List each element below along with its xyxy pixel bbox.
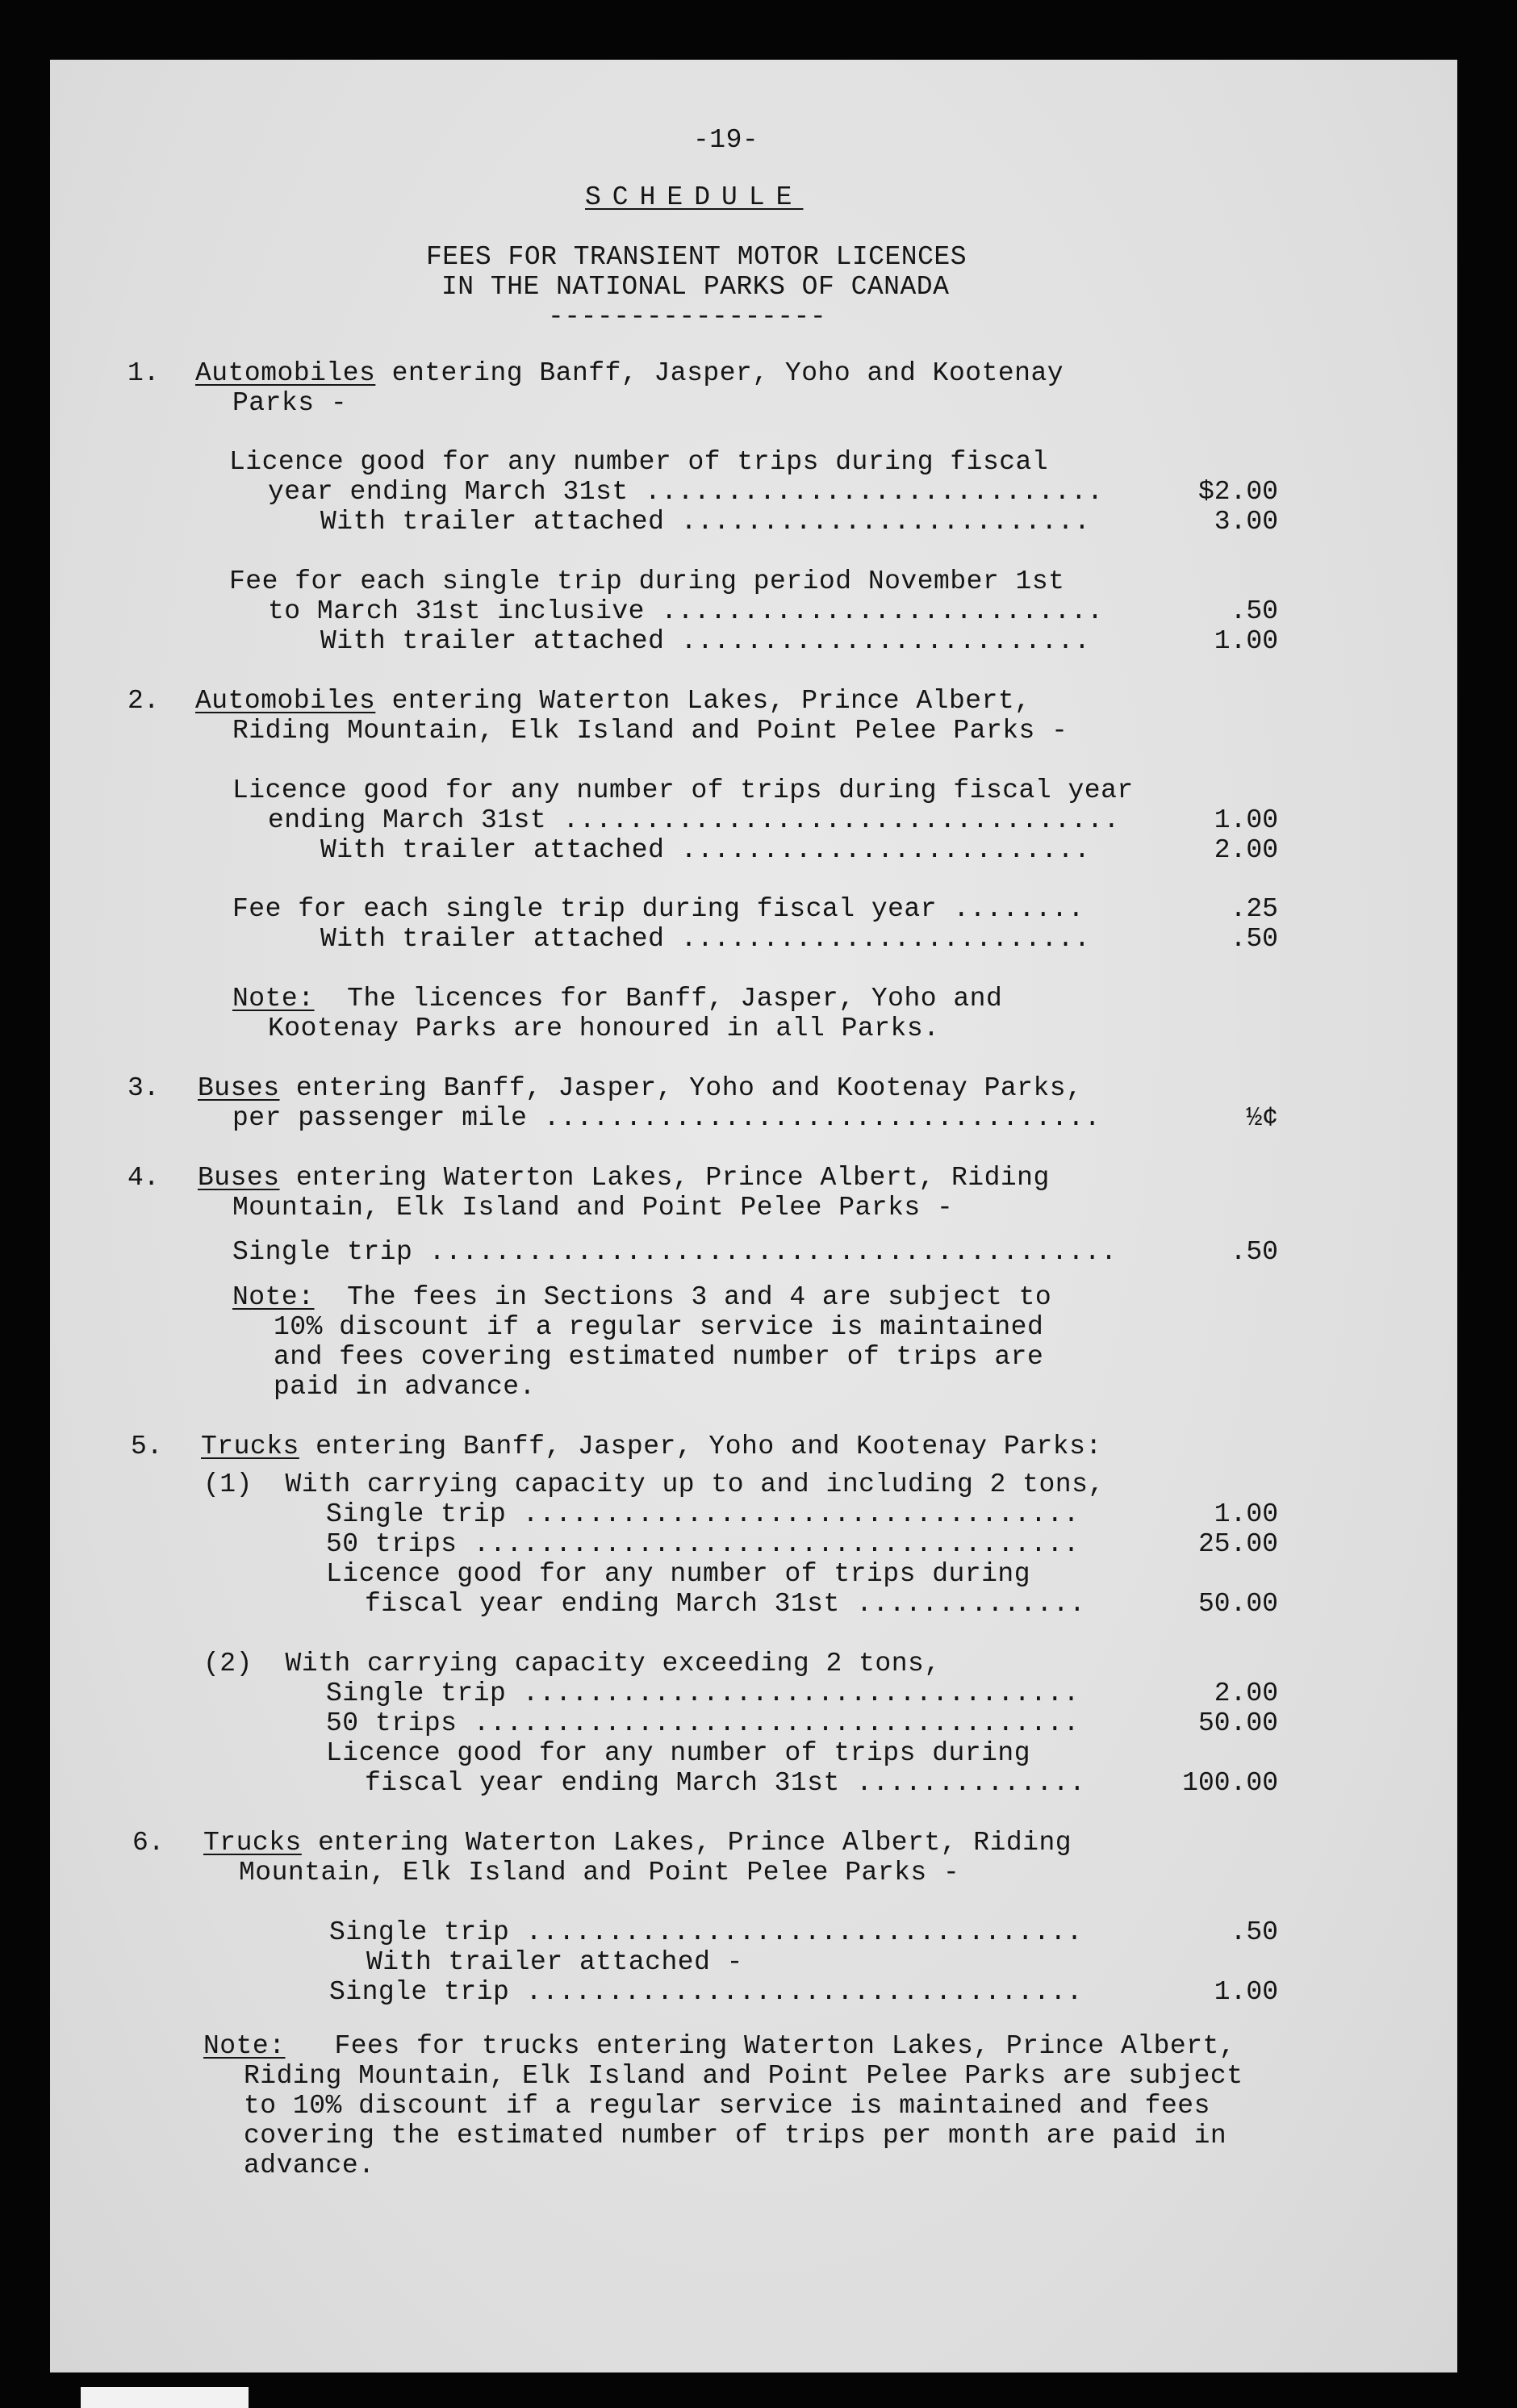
section-4-note	[232, 1282, 1051, 1312]
section-3-term: Buses	[198, 1073, 280, 1103]
section-5-part-1-fifty-fee: 25.00	[1197, 1529, 1278, 1559]
document-page	[50, 60, 1457, 2372]
section-2-licence-fee: 1.00	[1214, 805, 1278, 835]
section-5-part-1-licence-2: fiscal year ending March 31st ..............	[365, 1589, 1086, 1619]
section-4-note-text: The fees in Sections 3 and 4 are subject to	[314, 1282, 1052, 1312]
title-line-1: FEES FOR TRANSIENT MOTOR LICENCES	[426, 242, 967, 272]
section-5-part-1-licence-fee: 50.00	[1197, 1589, 1278, 1619]
section-5-part-2: (2) With carrying capacity exceeding 2 tons,	[203, 1649, 941, 1678]
section-2-number: 2.	[127, 686, 160, 716]
section-4-heading-cont: Mountain, Elk Island and Point Pelee Parks -	[232, 1193, 954, 1223]
section-2-note-label: Note:	[232, 984, 315, 1014]
section-4-note-label: Note:	[232, 1282, 315, 1312]
final-note-label: Note:	[203, 2031, 286, 2061]
section-6-trailer-single-trip-fee: 1.00	[1214, 1977, 1278, 2007]
section-5-part-1-single: Single trip ..................................	[326, 1499, 1080, 1529]
section-5-part-1-single-fee: 1.00	[1214, 1499, 1278, 1529]
section-3-heading	[198, 1073, 1082, 1103]
section-5-part-2-fifty: 50 trips .....................................	[326, 1708, 1080, 1738]
section-5-number: 5.	[131, 1432, 163, 1461]
section-1-licence-line-2: year ending March 31st ............................	[268, 477, 1104, 507]
section-2-note	[232, 984, 1002, 1014]
section-2-licence-line-1: Licence good for any number of trips during fiscal year	[232, 775, 1134, 805]
section-1-term: Automobiles	[195, 358, 376, 388]
section-3-number: 3.	[127, 1073, 160, 1103]
section-4-term: Buses	[198, 1163, 280, 1193]
final-note-line-4: covering the estimated number of trips per month are paid in	[244, 2121, 1227, 2151]
section-2-heading-rest: entering Waterton Lakes, Prince Albert,	[375, 686, 1031, 716]
section-6-trailer-single-trip: Single trip ..................................	[329, 1977, 1083, 2007]
section-5-heading-rest: entering Banff, Jasper, Yoho and Kootenay Parks:	[299, 1432, 1102, 1461]
section-2-term: Automobiles	[195, 686, 376, 716]
section-5-part-2-fifty-fee: 50.00	[1197, 1708, 1278, 1738]
section-4-single-trip-fee: .50	[1230, 1237, 1278, 1267]
section-1-licence-trailer-fee: 3.00	[1214, 507, 1278, 537]
section-2-trip-trailer: With trailer attached .........................	[320, 924, 1091, 954]
title-rule: -----------------	[548, 302, 827, 332]
section-5-term: Trucks	[201, 1432, 299, 1461]
section-1-trip-trailer: With trailer attached .........................	[320, 626, 1091, 656]
section-6-number: 6.	[132, 1828, 165, 1858]
section-2-heading	[195, 686, 1030, 716]
section-6-single-trip-fee: .50	[1230, 1917, 1278, 1947]
schedule-heading: SCHEDULE	[585, 182, 804, 212]
section-2-licence-trailer: With trailer attached .........................	[320, 835, 1091, 865]
section-4-note-line-3: and fees covering estimated number of trips are	[274, 1342, 1044, 1372]
section-6-heading-rest: entering Waterton Lakes, Prince Albert, Riding	[301, 1828, 1072, 1858]
section-2-heading-cont: Riding Mountain, Elk Island and Point Pelee Parks -	[232, 716, 1068, 746]
section-2-trip-fee: .25	[1230, 894, 1278, 924]
section-3-heading-rest: entering Banff, Jasper, Yoho and Kootenay Parks,	[279, 1073, 1083, 1103]
section-4-heading	[198, 1163, 1050, 1193]
section-6-heading-cont: Mountain, Elk Island and Point Pelee Parks -	[239, 1858, 960, 1888]
section-3-rate: ½¢	[1246, 1103, 1278, 1133]
section-2-note-cont: Kootenay Parks are honoured in all Parks.	[268, 1014, 940, 1043]
section-6-heading	[203, 1828, 1072, 1858]
section-2-licence-line-2: ending March 31st ..................................	[268, 805, 1120, 835]
section-2-trip-trailer-fee: .50	[1230, 924, 1278, 954]
section-5-part-2-licence-1: Licence good for any number of trips during	[326, 1738, 1031, 1768]
section-1-trip-line-2: to March 31st inclusive ...........................	[268, 596, 1104, 626]
section-1-trip-line-1: Fee for each single trip during period November 1st	[229, 566, 1065, 596]
section-6-term: Trucks	[203, 1828, 302, 1858]
final-note	[203, 2031, 1235, 2061]
section-2-note-text: The licences for Banff, Jasper, Yoho and	[314, 984, 1003, 1014]
section-4-heading-rest: entering Waterton Lakes, Prince Albert, Riding	[279, 1163, 1050, 1193]
section-2-licence-trailer-fee: 2.00	[1214, 835, 1278, 865]
section-5-part-2-single-fee: 2.00	[1214, 1678, 1278, 1708]
section-3-rate-line: per passenger mile ..................................	[232, 1103, 1101, 1133]
section-5-part-2-single: Single trip ..................................	[326, 1678, 1080, 1708]
final-note-text: Fees for trucks entering Waterton Lakes, Prince Albert,	[285, 2031, 1236, 2061]
section-6-trailer: With trailer attached -	[366, 1947, 743, 1977]
section-4-note-line-2: 10% discount if a regular service is maintained	[274, 1312, 1044, 1342]
section-1-licence-trailer: With trailer attached .........................	[320, 507, 1091, 537]
section-1-licence-line-1: Licence good for any number of trips during fiscal	[229, 447, 1049, 477]
section-6-single-trip: Single trip ..................................	[329, 1917, 1083, 1947]
section-5-part-1-licence-1: Licence good for any number of trips during	[326, 1559, 1031, 1589]
section-4-note-line-4: paid in advance.	[274, 1372, 536, 1402]
section-4-number: 4.	[127, 1163, 160, 1193]
final-note-line-5: advance.	[244, 2151, 375, 2180]
section-1-heading-rest: entering Banff, Jasper, Yoho and Kootenay	[375, 358, 1064, 388]
section-1-trip-trailer-fee: 1.00	[1214, 626, 1278, 656]
final-note-line-3: to 10% discount if a regular service is maintained and fees	[244, 2091, 1210, 2121]
section-5-heading	[201, 1432, 1102, 1461]
section-5-part-2-licence-fee: 100.00	[1182, 1768, 1278, 1798]
section-1-heading	[195, 358, 1064, 388]
section-1-number: 1.	[127, 358, 160, 388]
section-4-single-trip: Single trip ..........................................	[232, 1237, 1118, 1267]
title-line-2: IN THE NATIONAL PARKS OF CANADA	[441, 272, 950, 302]
section-1-heading-cont: Parks -	[232, 388, 348, 418]
final-note-line-2: Riding Mountain, Elk Island and Point Pelee Parks are subject	[244, 2061, 1243, 2091]
section-5-part-2-licence-2: fiscal year ending March 31st ..............	[365, 1768, 1086, 1798]
section-1-licence-fee: $2.00	[1197, 477, 1278, 507]
section-5-part-1-fifty: 50 trips .....................................	[326, 1529, 1080, 1559]
section-2-trip-line-1: Fee for each single trip during fiscal year ........	[232, 894, 1084, 924]
section-5-part-1: (1) With carrying capacity up to and including 2 tons,	[203, 1469, 1105, 1499]
section-1-trip-fee: .50	[1230, 596, 1278, 626]
page-number: -19-	[693, 125, 759, 155]
scan-label-tab	[81, 2387, 249, 2408]
